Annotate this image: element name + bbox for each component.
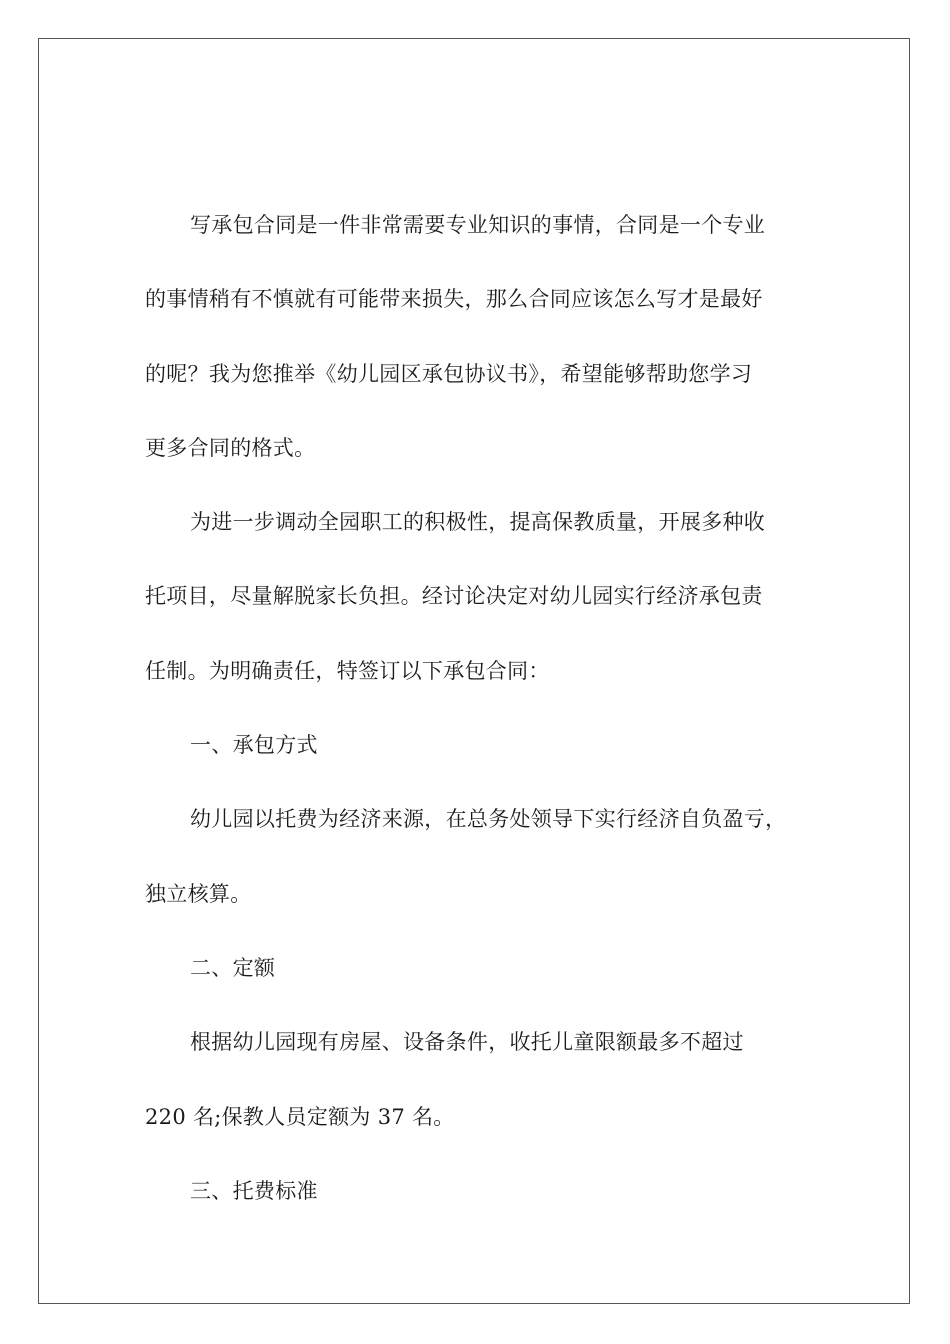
- paragraph-line: 220 名;保教人员定额为 37 名。: [145, 1104, 455, 1129]
- section-heading: 三、托费标准: [190, 1178, 318, 1203]
- paragraph-line: 任制。为明确责任，特签订以下承包合同：: [145, 658, 550, 683]
- document-body: [145, 203, 810, 1243]
- paragraph-line: 托项目，尽量解脱家长负担。经讨论决定对幼儿园实行经济承包责: [145, 584, 763, 609]
- paragraph-line: 幼儿园以托费为经济来源，在总务处领导下实行经济自负盈亏，: [190, 807, 787, 832]
- paragraph-line: 写承包合同是一件非常需要专业知识的事情，合同是一个专业: [190, 213, 766, 237]
- paragraph-line: 的呢？我为您推举《幼儿园区承包协议书》，希望能够帮助您学习: [145, 361, 753, 386]
- paragraph-line: 的事情稍有不慎就有可能带来损失，那么合同应该怎么写才是最好: [145, 287, 763, 312]
- paragraph-line: 更多合同的格式。: [145, 435, 316, 460]
- section-heading: 二、定额: [190, 955, 276, 980]
- paragraph-line: 根据幼儿园现有房屋、设备条件，收托儿童限额最多不超过: [190, 1030, 744, 1055]
- paragraph-line: 为进一步调动全园职工的积极性，提高保教质量，开展多种收: [190, 510, 766, 535]
- section-heading: 一、承包方式: [190, 733, 318, 758]
- paragraph-line: 独立核算。: [145, 881, 252, 906]
